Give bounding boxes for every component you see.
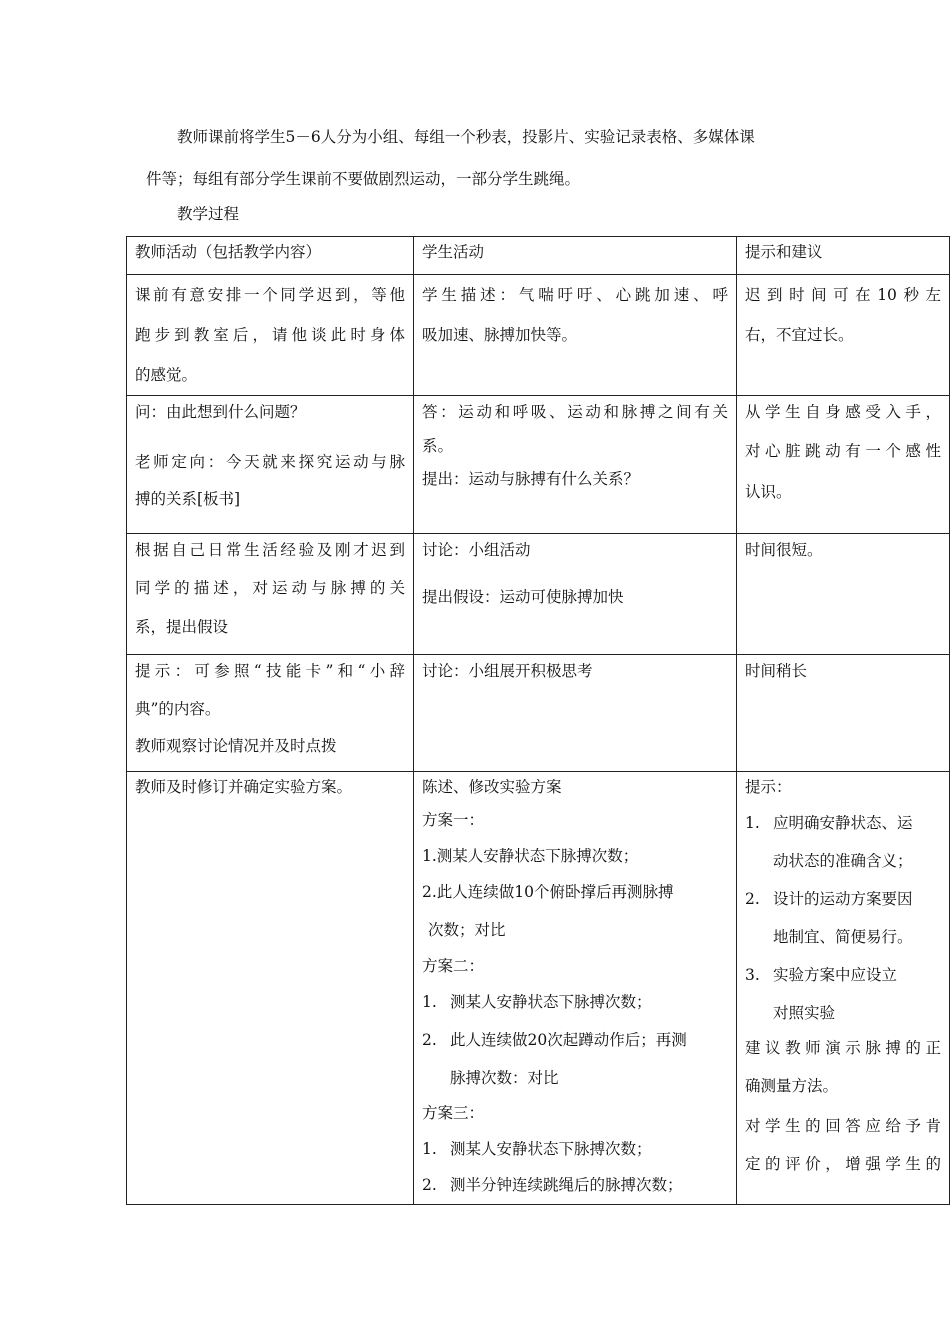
row5-teacher: 教师及时修订并确定实验方案。 xyxy=(127,772,414,1205)
header-tips: 提示和建议 xyxy=(737,237,950,275)
row3-teacher: 根据自己日常生活经验及刚才迟到 同学的描述，对运动与脉搏的关 系，提出假设 xyxy=(127,534,414,655)
teaching-process-table xyxy=(126,236,950,1205)
row2-teacher: 问：由此想到什么问题？ 老师定向：今天就来探究运动与脉 搏的关系[板书] xyxy=(127,396,414,534)
row5-tips: 提示： 1. 应明确安静状态、运 动状态的准确含义； 2. 设计的运动方案要因 地制宜、简便易行。 3. 实验方案中应设立 对照实验 建议教师演示脉搏的正 确测量方法。 对学生的回答应给予肯 定的评价，增强学生的 xyxy=(737,772,950,1205)
row4-tips: 时间稍长 xyxy=(737,655,950,772)
header-student-activity: 学生活动 xyxy=(414,237,737,275)
row5-student: 陈述、修改实验方案 方案一： 1.测某人安静状态下脉搏次数； 2.此人连续做10个俯卧撑后再测脉搏 次数；对比 方案二： 1. 测某人安静状态下脉搏次数； 2. 此人连续做20次起蹲动作后；再测 脉搏次数：对比 方案三： 1. 测某人安静状态下脉搏次数； 2. 测半分钟连续跳绳后的脉搏次数； xyxy=(414,772,737,1205)
row3-student: 讨论：小组活动 提出假设：运动可使脉搏加快 xyxy=(414,534,737,655)
row4-student: 讨论：小组展开积极思考 xyxy=(414,655,737,772)
table-row xyxy=(127,396,950,534)
row2-tips: 从学生自身感受入手， 对心脏跳动有一个感性 认识。 xyxy=(737,396,950,534)
row4-teacher: 提示：可参照“技能卡”和“小辞 典”的内容。 教师观察讨论情况并及时点拨 xyxy=(127,655,414,772)
section-heading: 教学过程 xyxy=(177,205,240,223)
table-row xyxy=(127,655,950,772)
table-row xyxy=(127,534,950,655)
header-teacher-activity: 教师活动（包括教学内容） xyxy=(127,237,414,275)
intro-line-1: 教师课前将学生5－6人分为小组、每组一个秒表，投影片、实验记录表格、多媒体课 xyxy=(177,128,755,146)
table-row xyxy=(127,275,950,396)
row2-student: 答：运动和呼吸、运动和脉搏之间有关 系。 提出：运动与脉搏有什么关系？ xyxy=(414,396,737,534)
row3-tips: 时间很短。 xyxy=(737,534,950,655)
table-header-row xyxy=(127,237,950,275)
intro-line-2: 件等；每组有部分学生课前不要做剧烈运动，一部分学生跳绳。 xyxy=(146,170,581,188)
row1-teacher: 课前有意安排一个同学迟到，等他 跑步到教室后，请他谈此时身体 的感觉。 xyxy=(127,275,414,396)
table-row xyxy=(127,772,950,1205)
row1-student: 学生描述：气喘吁吁、心跳加速、呼 吸加速、脉搏加快等。 xyxy=(414,275,737,396)
row1-tips: 迟到时间可在10秒左 右，不宜过长。 xyxy=(737,275,950,396)
